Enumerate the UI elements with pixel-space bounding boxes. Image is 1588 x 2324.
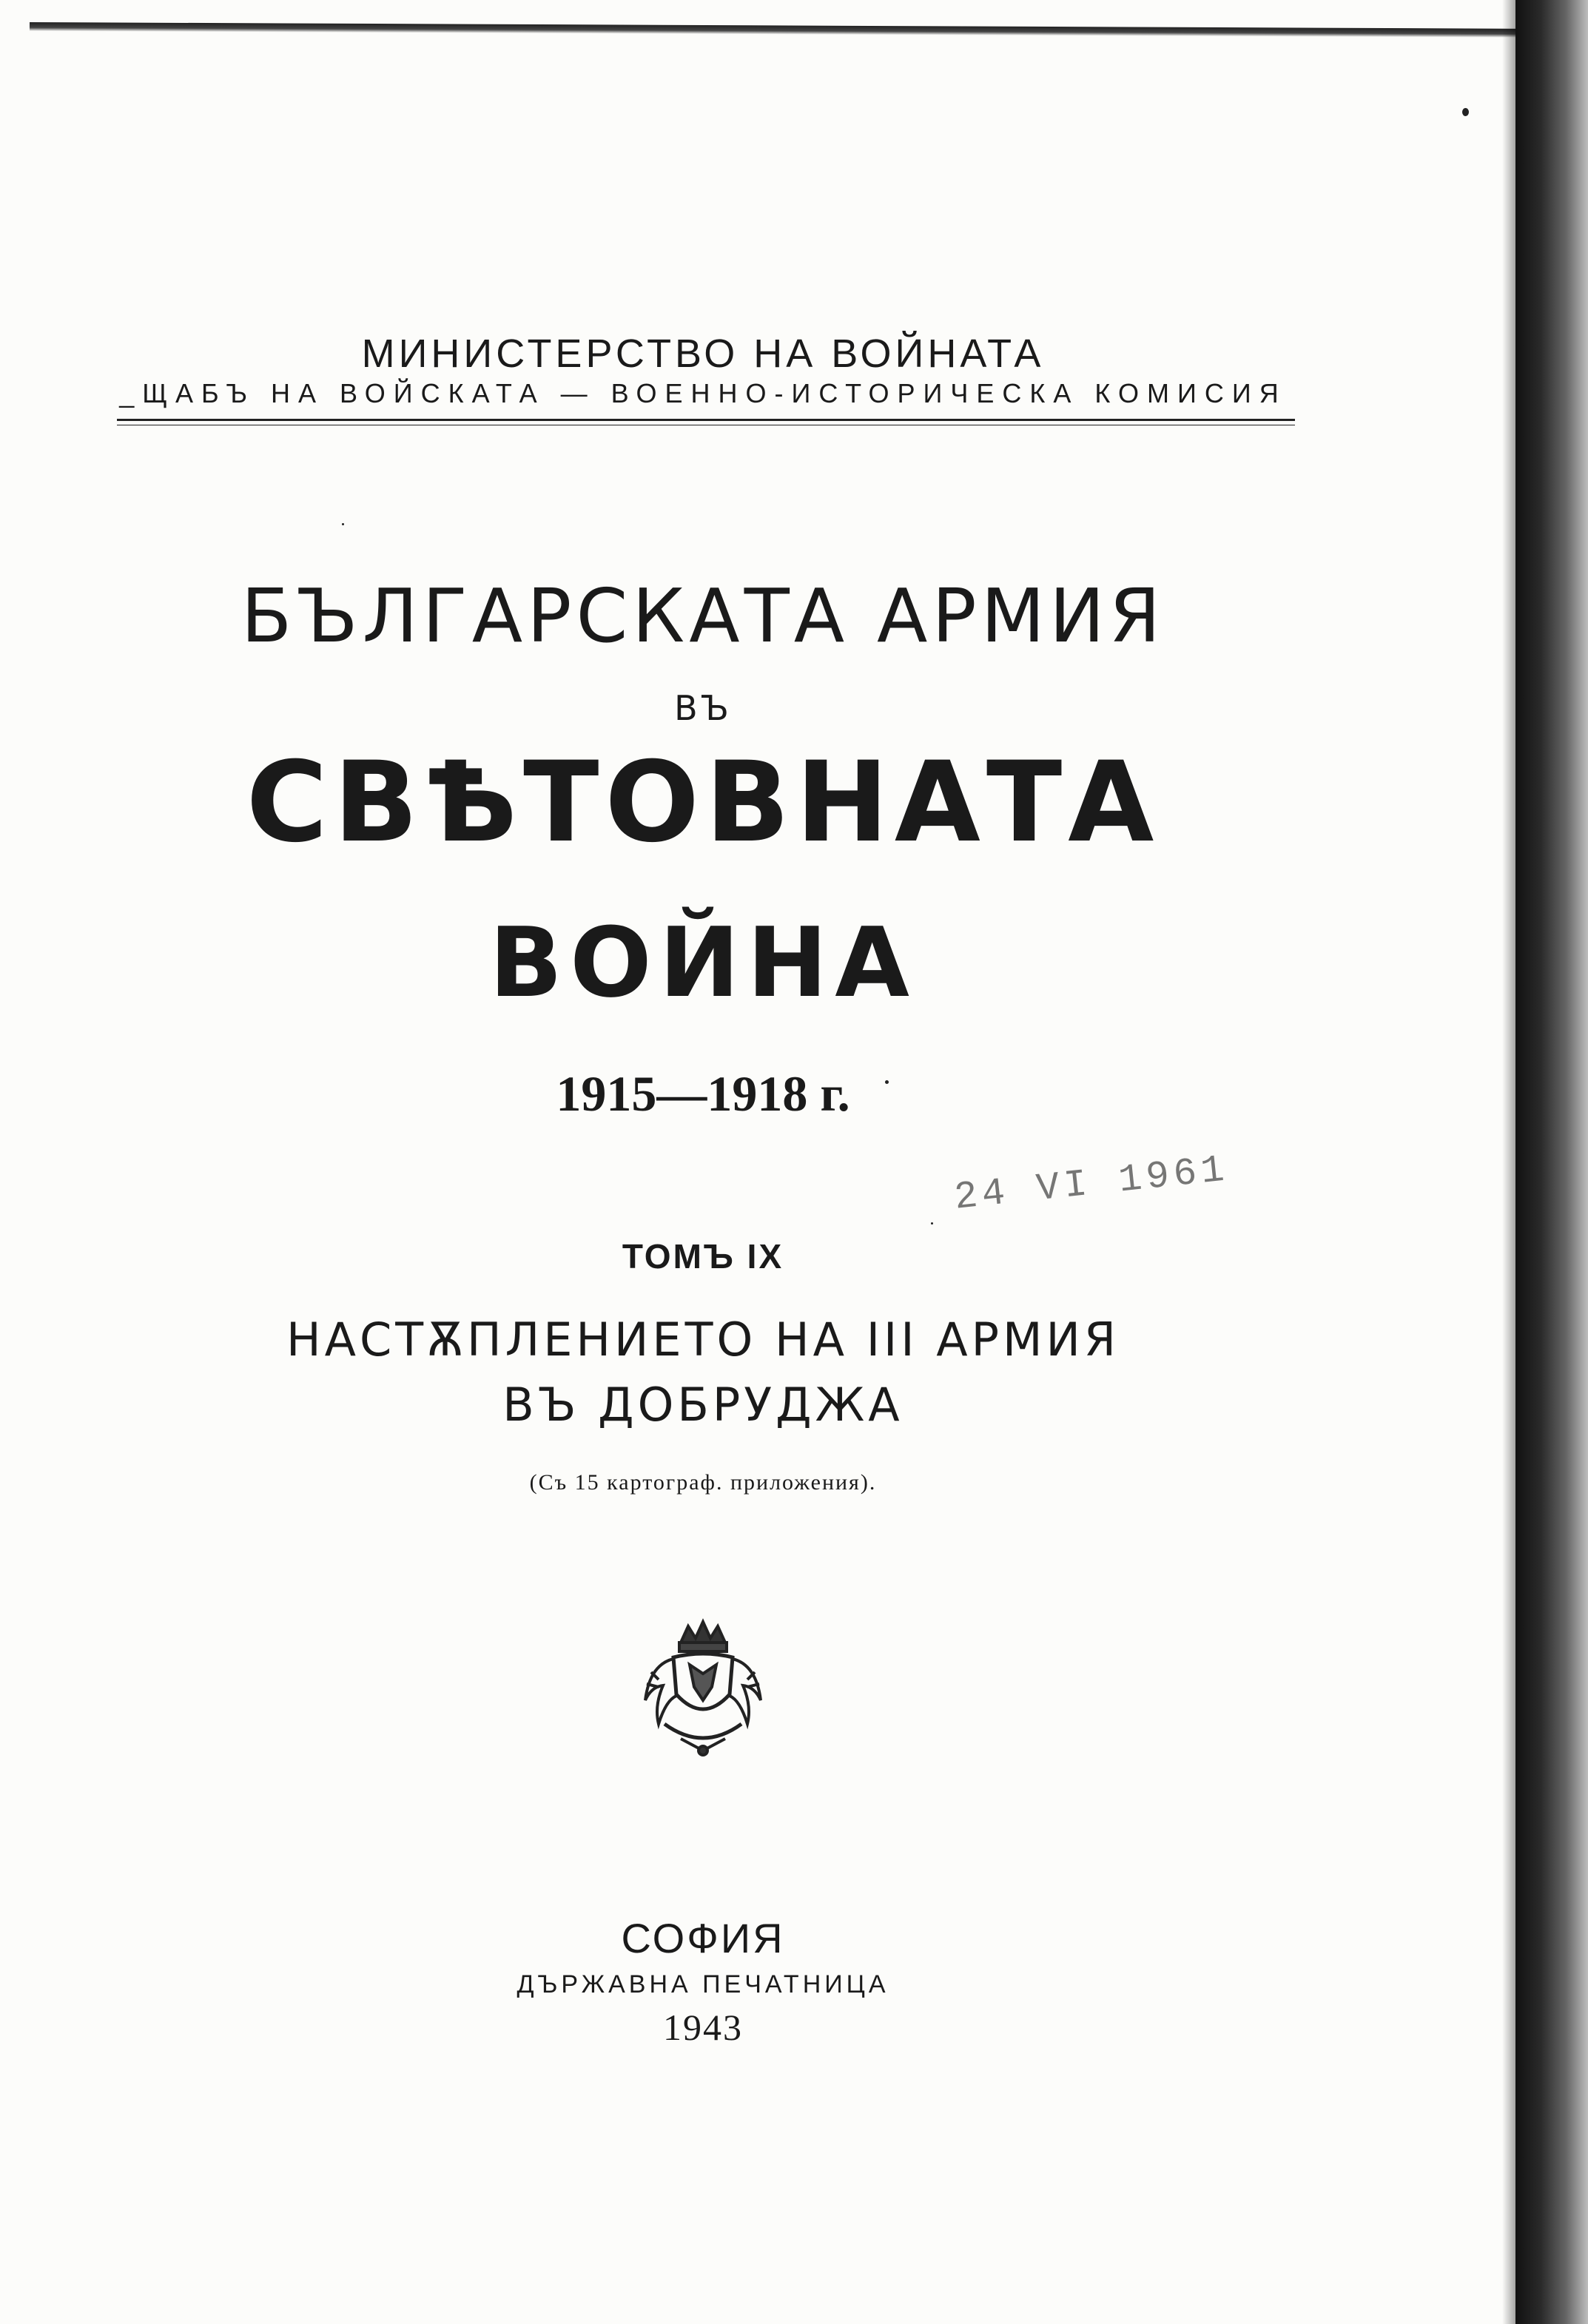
scan-shadow-edge [1502,0,1515,2324]
volume-subtitle-line-1: НАСТѪПЛЕНИЕТО НА III АРМИЯ [286,1313,1120,1367]
maps-note: (Съ 15 картограф. приложения). [529,1470,877,1495]
title-line-4: ВОЙНА [489,906,917,1019]
imprint-city: СОФИЯ [621,1915,785,1961]
title-line-3: СВѢТОВНАТА [246,738,1160,867]
imprint-printer: ДЪРЖАВНА ПЕЧАТНИЦА [517,1970,889,1998]
scan-shadow-right [1515,0,1588,2324]
scan-speck [1462,108,1469,116]
scan-speck [931,1222,933,1225]
library-date-stamp: 24 VI 1961 [952,1148,1231,1220]
volume-label: ТОМЪ IX [622,1237,784,1276]
scan-shadow-top [30,22,1524,38]
scan-speck [342,523,344,525]
header-rule [117,419,1295,421]
title-years: 1915—1918 г. [556,1065,850,1122]
staff-subheading: _ЩАБЪ НА ВОЙСКАТА — ВОЕННО-ИСТОРИЧЕСКА КОМИСИЯ [119,378,1287,408]
imprint-year: 1943 [663,2007,743,2048]
title-line-2: ВЪ [674,688,732,728]
ministry-heading: МИНИСТЕРСТВО НА ВОЙНАТА [361,331,1045,376]
bulgarian-royal-coat-of-arms-icon [629,1613,777,1761]
volume-subtitle-line-2: ВЪ ДОБРУДЖА [502,1378,904,1432]
title-line-1: БЪЛГАРСКАТА АРМИЯ [240,573,1165,659]
